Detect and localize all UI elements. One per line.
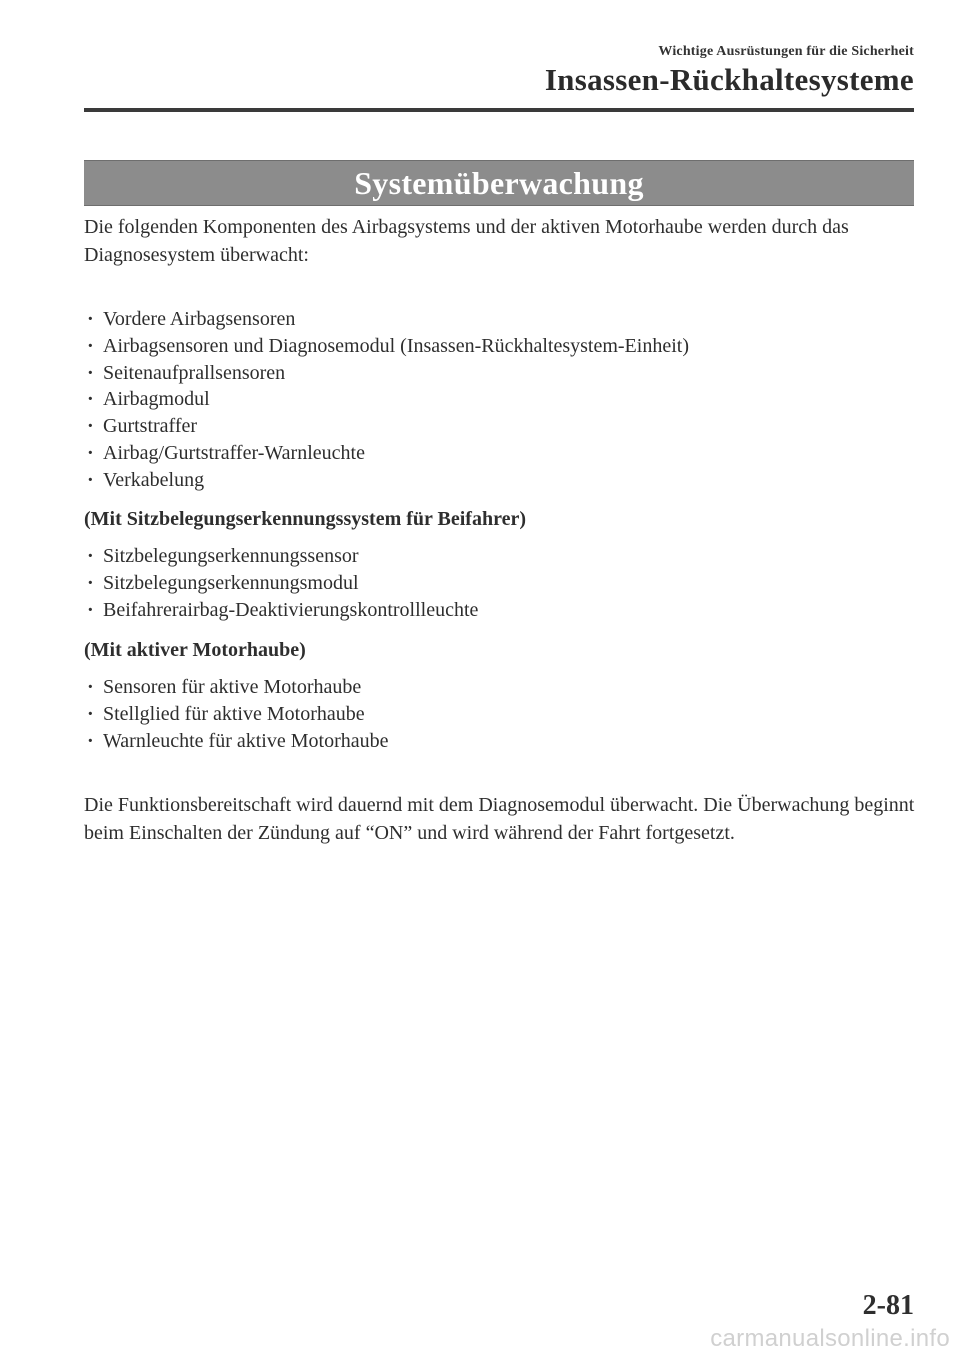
list-item: · Sitzbelegungserkennungsmodul [84, 570, 478, 597]
subheading-active-bonnet: (Mit aktiver Motorhaube) [84, 639, 306, 661]
list-item: · Beifahrerairbag-Deaktivierungskontrollleuchte [84, 597, 478, 624]
intro-paragraph: Die folgenden Komponenten des Airbagsystems und der aktiven Motorhaube werden durch das Diagnosesystem überwacht: [84, 216, 849, 266]
list-item: · Airbag/Gurtstraffer-Warnleuchte [84, 440, 689, 467]
list-item: · Warnleuchte für aktive Motorhaube [84, 728, 389, 755]
chapter-title: Insassen-Rückhaltesysteme [544, 62, 914, 97]
list-item: · Verkabelung [84, 467, 689, 494]
chapter-subtitle: Wichtige Ausrüstungen für die Sicherheit [658, 44, 914, 59]
section-title: Systemüberwachung [354, 165, 644, 201]
passenger-detection-list [84, 543, 478, 623]
list-item: · Airbagsensoren und Diagnosemodul (Insassen-Rückhaltesystem-Einheit) [84, 333, 689, 360]
header-divider [84, 108, 914, 112]
component-list [84, 306, 689, 494]
list-item: · Sensoren für aktive Motorhaube [84, 674, 389, 701]
active-bonnet-list [84, 674, 389, 754]
list-item: · Gurtstraffer [84, 413, 689, 440]
watermark: carmanualsonline.info [710, 1325, 950, 1352]
list-item: · Seitenaufprallsensoren [84, 360, 689, 387]
closing-paragraph: Die Funktionsbereitschaft wird dauernd mit dem Diagnosemodul überwacht. Die Überwachung beginnt beim Einschalten der Zündung auf “ON” und wird während der Fahrt fortgesetzt. [84, 794, 915, 844]
list-item: · Sitzbelegungserkennungssensor [84, 543, 478, 570]
list-item: · Stellglied für aktive Motorhaube [84, 701, 389, 728]
section-banner [84, 160, 914, 206]
page-number: 2-81 [862, 1290, 914, 1321]
list-item: · Airbagmodul [84, 386, 689, 413]
subheading-passenger-detection: (Mit Sitzbelegungserkennungssystem für Beifahrer) [84, 508, 527, 530]
list-item: · Vordere Airbagsensoren [84, 306, 689, 333]
